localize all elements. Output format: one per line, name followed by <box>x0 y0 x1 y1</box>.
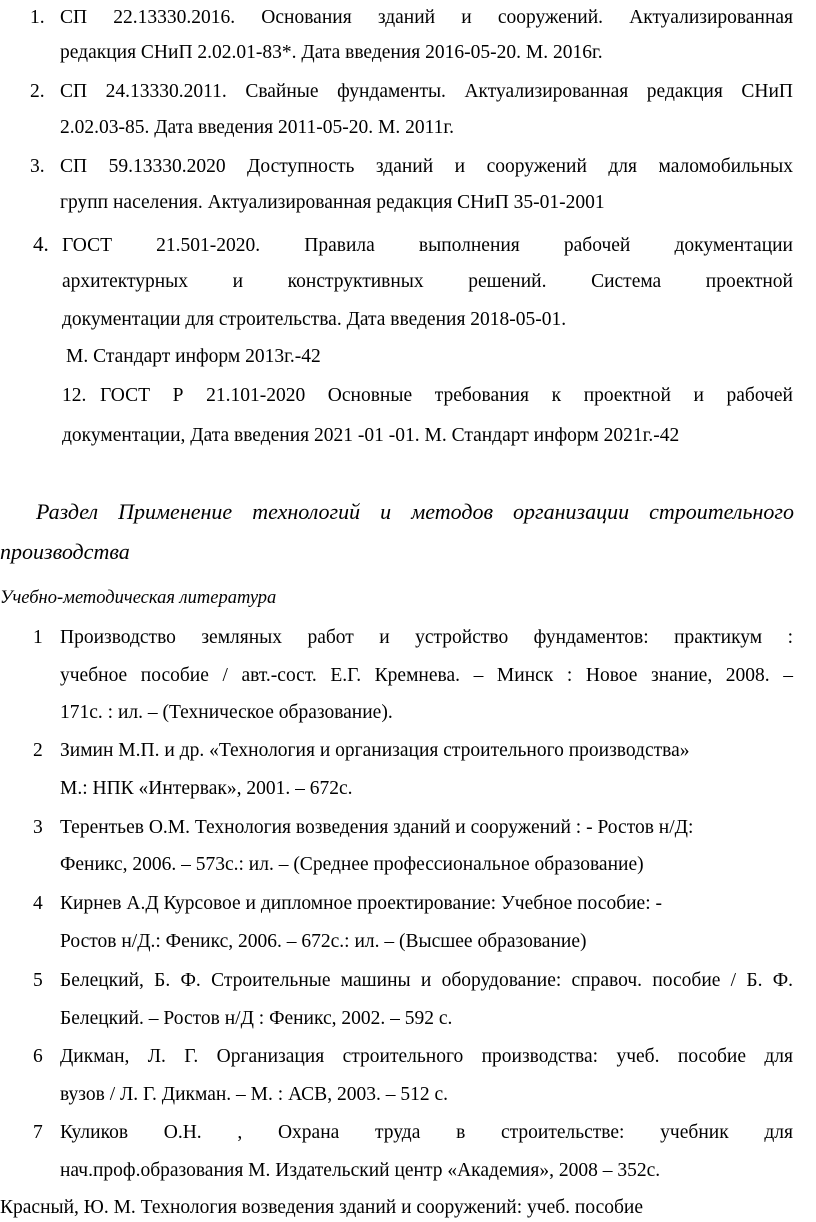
list-number: 1. <box>30 7 45 28</box>
list-item-line: ГОСТ 21.501-2020. Правила выполнения рабочей документации <box>62 235 793 256</box>
list-item-line: Производство земляных работ и устройство фундаментов: практикум : <box>60 627 793 648</box>
section-subtitle: Учебно-методическая литература <box>0 588 277 608</box>
list-item-line: 171с. : ил. – (Техническое образование). <box>60 702 393 723</box>
list-item-line: М.: НПК «Интервак», 2001. – 672с. <box>60 778 353 799</box>
list-item-line: СП 22.13330.2016. Основания зданий и сооружений. Актуализированная <box>60 7 793 28</box>
list-item-line: Дикман, Л. Г. Организация строительного производства: учеб. пособие для <box>60 1046 793 1067</box>
section-title: Раздел Применение технологий и методов организации строительного <box>36 499 794 524</box>
list-item-line: нач.проф.образования М. Издательский центр «Академия», 2008 – 352с. <box>60 1160 661 1181</box>
list-number: 2. <box>30 81 45 102</box>
list-item-line: документации для строительства. Дата введения 2018-05-01. <box>62 309 567 330</box>
list-item-line: документации, Дата введения 2021 -01 -01. М. Стандарт информ 2021г.-42 <box>62 425 680 446</box>
list-item-line: Кирнев А.Д Курсовое и дипломное проектирование: Учебное пособие: - <box>60 893 662 914</box>
list-item-line: Белецкий. – Ростов н/Д : Феникс, 2002. – 592 с. <box>60 1008 453 1029</box>
list-number: 4 <box>33 893 43 914</box>
list-item-line: редакция СНиП 2.02.01-83*. Дата введения 2016-05-20. М. 2016г. <box>60 42 603 63</box>
list-number: 4. <box>33 232 49 256</box>
list-item-line: ГОСТ Р 21.101-2020 Основные требования к проектной и рабочей <box>100 385 793 406</box>
list-item-line: СП 59.13330.2020 Доступность зданий и сооружений для маломобильных <box>60 156 793 177</box>
list-number: 7 <box>33 1122 43 1143</box>
section-title-cont: производства <box>0 539 130 564</box>
list-item-line: учебное пособие / авт.-сост. Е.Г. Кремнева. – Минск : Новое знание, 2008. – <box>60 665 793 686</box>
list-item-line: 2.02.03-85. Дата введения 2011-05-20. М. 2011г. <box>60 117 455 138</box>
list-item-line: Куликов О.Н. , Охрана труда в строительстве: учебник для <box>60 1122 793 1143</box>
list-item-line: вузов / Л. Г. Дикман. – М. : АСВ, 2003. – 512 с. <box>60 1084 448 1105</box>
list-item-line: СП 24.13330.2011. Свайные фундаменты. Актуализированная редакция СНиП <box>60 81 793 102</box>
list-item-line: архитектурных и конструктивных решений. Система проектной <box>62 271 793 292</box>
list-item-line: Терентьев О.М. Технология возведения зданий и сооружений : - Ростов н/Д: <box>60 817 694 838</box>
list-number: 5 <box>33 970 43 991</box>
list-item-line: групп населения. Актуализированная редакция СНиП 35-01-2001 <box>60 192 605 213</box>
list-number: 6 <box>33 1046 43 1067</box>
list-number: 3 <box>33 817 43 838</box>
list-number: 2 <box>33 740 43 761</box>
list-item-line: Белецкий, Б. Ф. Строительные машины и оборудование: справоч. пособие / Б. Ф. <box>60 970 793 991</box>
trailing-text-line: Красный, Ю. М. Технология возведения зданий и сооружений: учеб. пособие <box>0 1197 643 1218</box>
list-item-line: М. Стандарт информ 2013г.-42 <box>66 346 321 367</box>
list-item-line: Феникс, 2006. – 573с.: ил. – (Среднее профессиональное образование) <box>60 854 644 875</box>
list-number: 12. <box>62 385 87 406</box>
list-item-line: Зимин М.П. и др. «Технология и организация строительного производства» <box>60 740 690 761</box>
list-number: 1 <box>33 627 43 648</box>
list-item-line: Ростов н/Д.: Феникс, 2006. – 672с.: ил. – (Высшее образование) <box>60 931 587 952</box>
list-number: 3. <box>30 156 45 177</box>
